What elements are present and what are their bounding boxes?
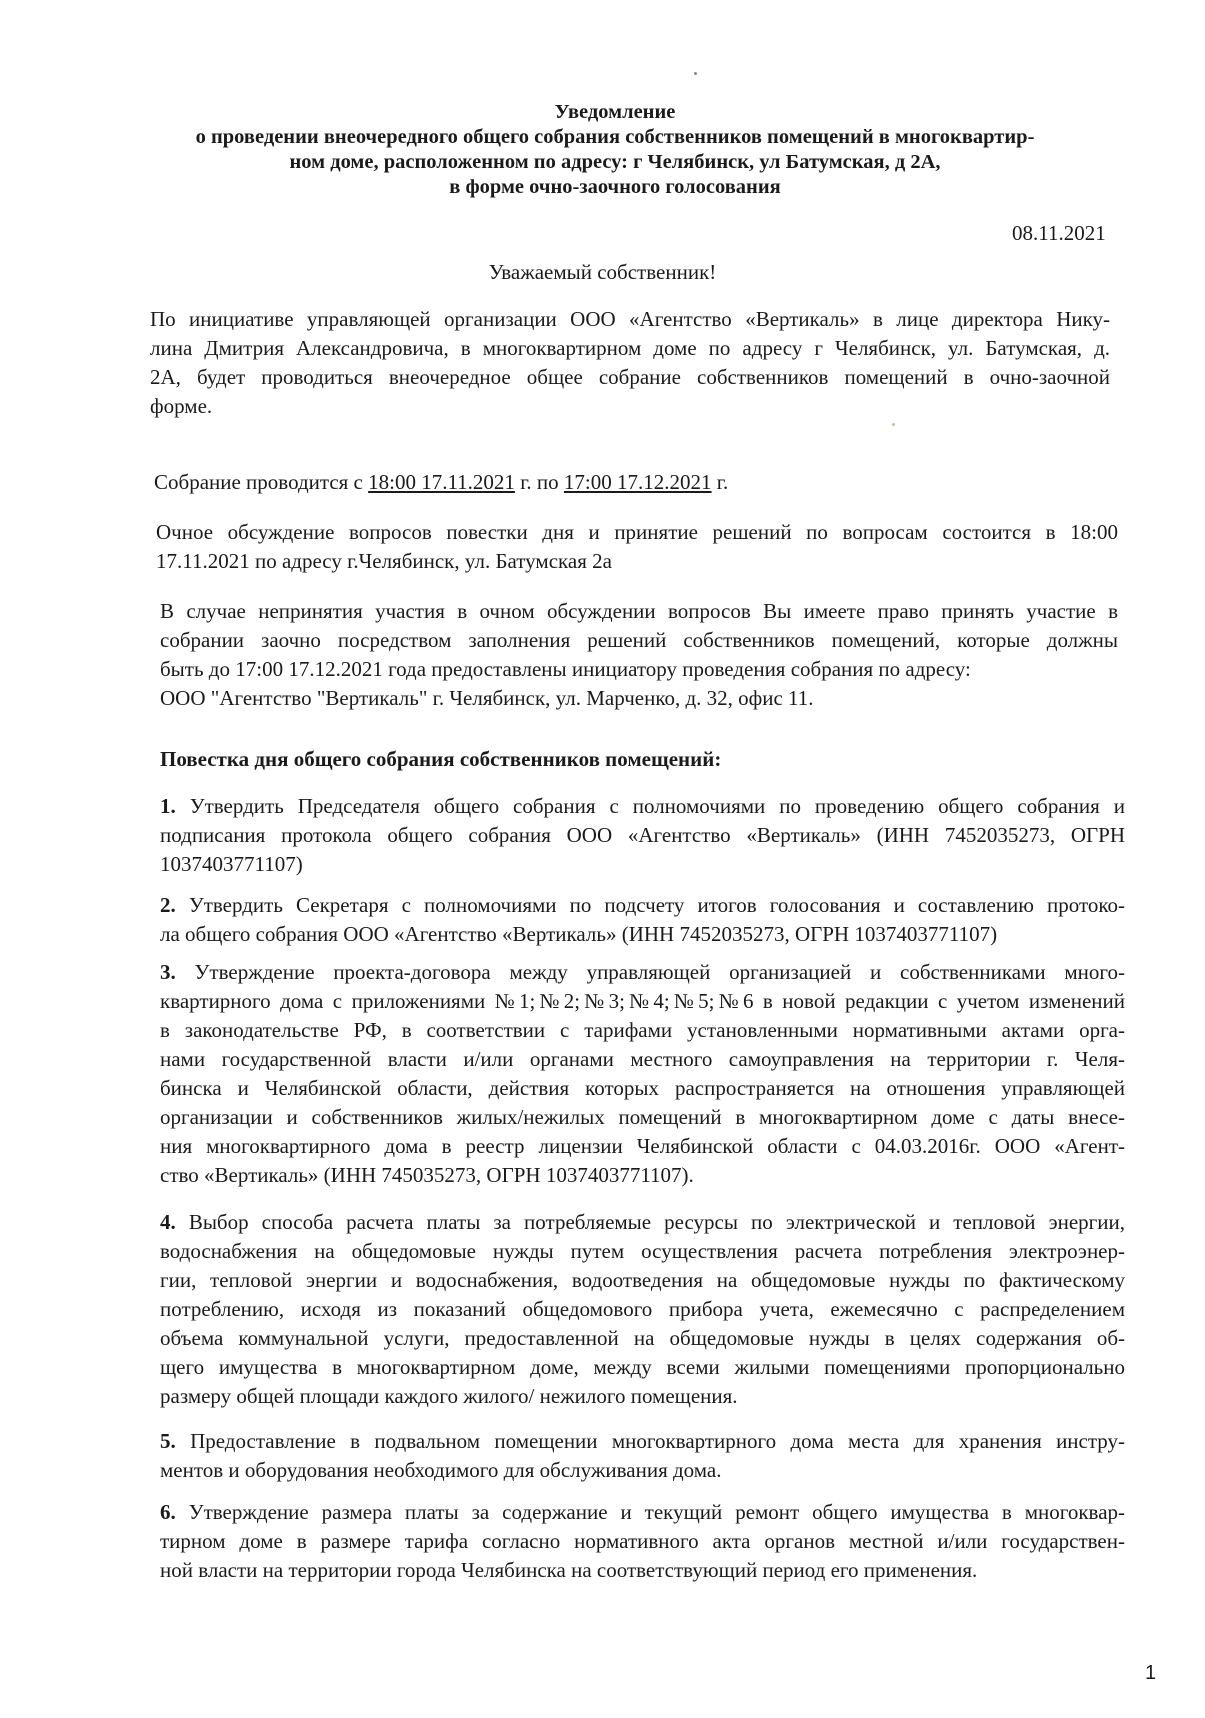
agenda-item-3 <box>160 958 1125 1190</box>
agenda-item-number: 6. <box>160 1500 176 1524</box>
agenda-item-4 <box>160 1208 1125 1411</box>
agenda-item-text: Утверждение размера платы за содержание и текущий ремонт общего имущества в многоквар- <box>188 1500 1126 1524</box>
period-start: 18:00 17.11.2021 <box>368 470 515 494</box>
page-number: 1 <box>1145 1662 1157 1684</box>
absentee-paragraph <box>160 597 1118 713</box>
agenda-item-text: Утвердить Председателя общего собрания с полномочиями по проведению общего собрания и <box>189 794 1126 818</box>
absentee-line: В случае непринятия участия в очном обсуждении вопросов Вы имеете право принять участие в <box>160 599 1118 623</box>
agenda-item-text: в законодательстве РФ, в соответствии с тарифами установленными нормативными актами орга- <box>160 1018 1125 1042</box>
scan-speck <box>694 72 697 75</box>
agenda-item-text: водоснабжения на общедомовые нужды путем осуществления расчета потребления электроэнер- <box>160 1239 1125 1263</box>
agenda-item-text: тирном доме в размере тарифа согласно нормативного акта органов местной и/или государствен- <box>160 1529 1125 1553</box>
agenda-item-text: подписания протокола общего собрания ООО «Агентство «Вертикаль» (ИНН 7452035273, ОГРН <box>160 823 1125 847</box>
agenda-item-text: ство «Вертикаль» (ИНН 745035273, ОГРН 1037403771107). <box>160 1163 694 1187</box>
title-line-2: о проведении внеочередного общего собрания собственников помещений в многоквартир- <box>195 126 1035 148</box>
agenda-item-2 <box>160 891 1125 949</box>
agenda-item-5 <box>160 1427 1125 1485</box>
agenda-item-text: Предоставление в подвальном помещении многоквартирного дома места для хранения инстру- <box>190 1429 1126 1453</box>
agenda-item-text: Утверждение проекта-договора между управляющей организацией и собственниками много- <box>194 960 1125 984</box>
absentee-line: собрании заочно посредством заполнения решений собственников помещений, которые должны <box>160 628 1118 652</box>
agenda-item-number: 3. <box>160 960 176 984</box>
period-end: 17:00 17.12.2021 <box>563 470 712 494</box>
title-line-1: Уведомление <box>554 101 676 123</box>
title-line-3: ном доме, расположенном по адресу: г Челябинск, ул Батумская, д 2А, <box>289 151 941 173</box>
agenda-item-text: нами государственной власти и/или органами местного самоуправления на территории г. Челя- <box>160 1047 1125 1071</box>
agenda-item-number: 2. <box>160 893 176 917</box>
intro-line: лина Дмитрия Александровича, в многоквартирном доме по адресу г Челябинск, ул. Батумская, д. <box>150 336 1110 360</box>
agenda-item-6 <box>160 1498 1125 1585</box>
absentee-line: быть до 17:00 17.12.2021 года предоставлены инициатору проведения собрания по адресу: <box>160 657 971 681</box>
in-person-line: Очное обсуждение вопросов повестки дня и принятие решений по вопросам состоится в 18:00 <box>156 520 1118 544</box>
agenda-item-text: бинска и Челябинской области, действия которых распространяется на отношения управляющей <box>160 1076 1125 1100</box>
agenda-item-text: Утвердить Секретаря с полномочиями по подсчету итогов голосования и составлению протоко- <box>188 893 1126 917</box>
agenda-item-text: 1037403771107) <box>160 852 303 876</box>
in-person-line: 17.11.2021 по адресу г.Челябинск, ул. Батумская 2а <box>156 549 612 573</box>
agenda-item-text: Выбор способа расчета платы за потребляемые ресурсы по электрической и тепловой энергии, <box>188 1210 1125 1234</box>
agenda-item-text: организации и собственников жилых/нежилых помещений в многоквартирном доме с даты внесе- <box>160 1105 1125 1129</box>
agenda-item-number: 4. <box>160 1210 176 1234</box>
agenda-item-text: ла общего собрания ООО «Агентство «Вертикаль» (ИНН 7452035273, ОГРН 1037403771107) <box>160 922 998 946</box>
notice-date: 08.11.2021 <box>1012 221 1106 245</box>
intro-paragraph <box>150 305 1110 421</box>
salutation: Уважаемый собственник! <box>488 260 717 284</box>
intro-line: По инициативе управляющей организации ООО «Агентство «Вертикаль» в лице директора Нику- <box>150 307 1110 331</box>
agenda-item-text: щего имущества в многоквартирном доме, между всеми жилыми помещениями пропорционально <box>160 1355 1125 1379</box>
in-person-paragraph <box>156 518 1118 576</box>
intro-line: форме. <box>150 394 213 418</box>
title-line-4: в форме очно-заочного голосования <box>449 176 781 198</box>
agenda-title: Повестка дня общего собрания собственников помещений: <box>160 747 722 771</box>
period-suffix: г. <box>711 470 729 494</box>
absentee-line: ООО "Агентство "Вертикаль" г. Челябинск, ул. Марченко, д. 32, офис 11. <box>160 686 814 710</box>
intro-line: 2А, будет проводиться внеочередное общее собрание собственников помещений в очно-заочной <box>150 365 1110 389</box>
agenda-item-text: ной власти на территории города Челябинска на соответствующий период его применения. <box>160 1558 978 1582</box>
agenda-item-text: ментов и оборудования необходимого для обслуживания дома. <box>160 1458 722 1482</box>
period-prefix: Собрание проводится с <box>154 470 369 494</box>
scan-speck <box>892 423 895 426</box>
agenda-item-text: размеру общей площади каждого жилого/ нежилого помещения. <box>160 1384 738 1408</box>
agenda-item-text: объема коммунальной услуги, предоставленной на общедомовые нужды в целях содержания об- <box>160 1326 1125 1350</box>
meeting-period <box>154 468 1124 497</box>
notice-title <box>150 100 1080 200</box>
agenda-item-number: 1. <box>160 794 176 818</box>
agenda-item-text: гии, тепловой энергии и водоснабжения, водоотведения на общедомовые нужды по фактическому <box>160 1268 1125 1292</box>
period-middle: г. по <box>514 470 564 494</box>
agenda-item-text: потреблению, исходя из показаний общедомового прибора учета, ежемесячно с распределением <box>160 1297 1125 1321</box>
agenda-item-text: ния многоквартирного дома в реестр лицензии Челябинской области с 04.03.2016г. ООО «Агент- <box>160 1134 1125 1158</box>
agenda-item-1 <box>160 792 1125 879</box>
agenda-item-number: 5. <box>160 1429 176 1453</box>
agenda-item-text: квартирного дома с приложениями №1;№2;№3;№4;№5;№6 в новой редакции с учетом изменений <box>160 989 1125 1013</box>
